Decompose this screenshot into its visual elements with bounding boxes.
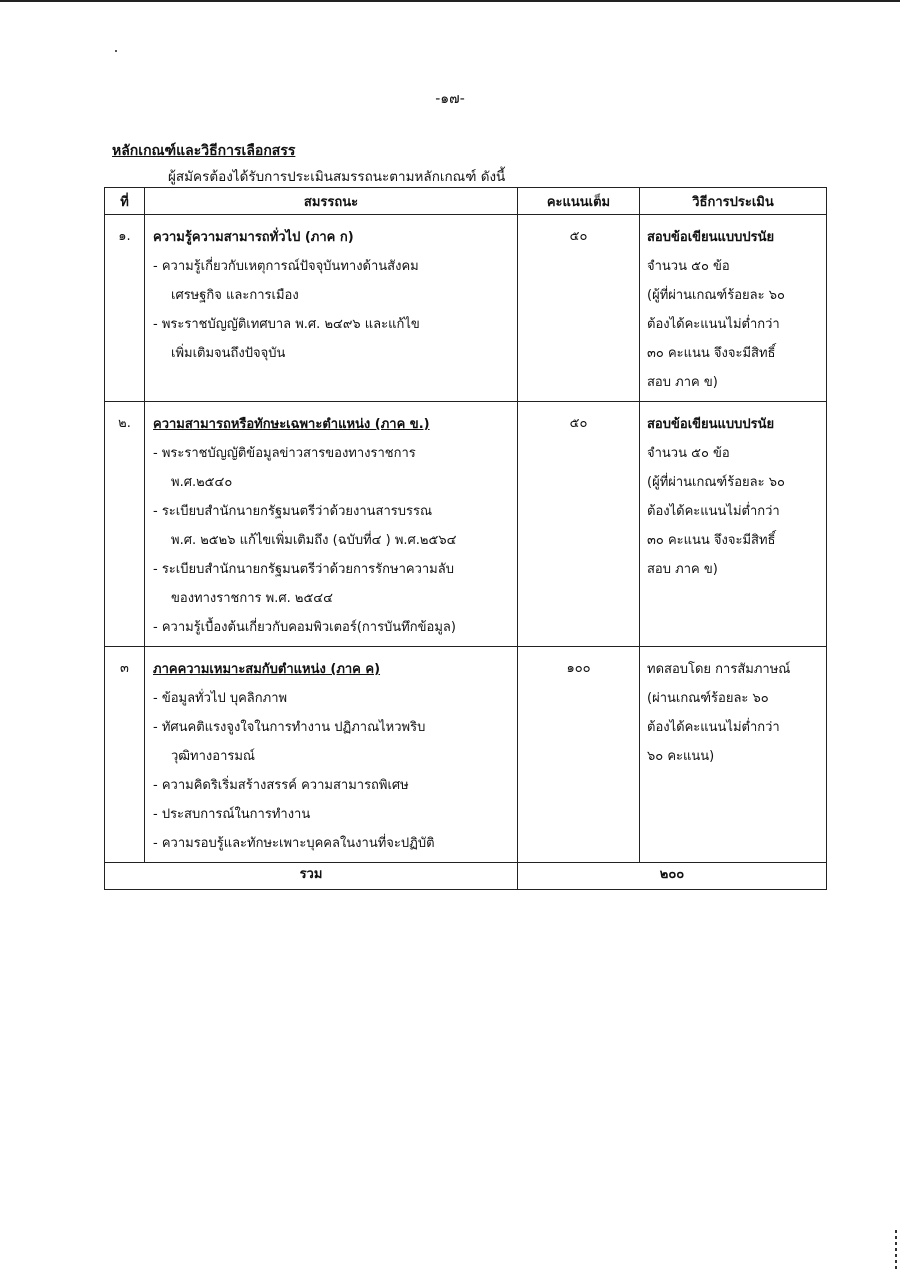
scan-edge-marks xyxy=(895,1230,897,1270)
header-competency: สมรรถนะ xyxy=(145,188,518,215)
method-line: ต้องได้คะแนนไม่ต่ำกว่า xyxy=(647,504,780,519)
competency-line: เศรษฐกิจ และการเมือง xyxy=(171,288,299,303)
competency-title: ความสามารถหรือทักษะเฉพาะตำแหน่ง (ภาค ข.) xyxy=(153,417,430,432)
method-line: ๓๐ คะแนน จึงจะมีสิทธิ์ xyxy=(647,346,776,361)
method-line: (ผ่านเกณฑ์ร้อยละ ๖๐ xyxy=(647,691,769,706)
competency-line: - ข้อมูลทั่วไป บุคลิกภาพ xyxy=(153,691,288,706)
competency-title: ความรู้ความสามารถทั่วไป (ภาค ก) xyxy=(153,230,354,245)
page-top-border xyxy=(0,0,900,2)
criteria-table xyxy=(104,187,827,890)
competency-line: พ.ศ. ๒๕๒๖ แก้ไขเพิ่มเติมถึง (ฉบับที่๔ ) พ.ศ.๒๕๖๔ xyxy=(171,533,457,548)
method-line: ต้องได้คะแนนไม่ต่ำกว่า xyxy=(647,720,780,735)
full-score: ๕๐ xyxy=(518,215,640,402)
section-heading: หลักเกณฑ์และวิธีการเลือกสรร xyxy=(112,143,296,159)
header-full-score: คะแนนเต็ม xyxy=(518,188,640,215)
table-row xyxy=(105,215,827,402)
intro-text: ผู้สมัครต้องได้รับการประเมินสมรรถนะตามหลักเกณฑ์ ดังนี้ xyxy=(168,169,506,185)
competency-cell xyxy=(145,215,518,402)
method-title: ทดสอบโดย การสัมภาษณ์ xyxy=(647,662,791,677)
method-line: (ผู้ที่ผ่านเกณฑ์ร้อยละ ๖๐ xyxy=(647,475,785,490)
competency-title: ภาคความเหมาะสมกับตำแหน่ง (ภาค ค) xyxy=(153,662,381,677)
row-number: ๑. xyxy=(105,215,145,402)
total-row xyxy=(105,863,827,890)
method-title: สอบข้อเขียนแบบปรนัย xyxy=(647,417,775,432)
table-header-row xyxy=(105,188,827,215)
full-score: ๑๐๐ xyxy=(518,647,640,863)
total-value: ๒๐๐ xyxy=(518,863,827,890)
header-method: วิธีการประเมิน xyxy=(640,188,827,215)
competency-line: - ความรู้เกี่ยวกับเหตุการณ์ปัจจุบันทางด้านสังคม xyxy=(153,259,419,274)
competency-line: - ความคิดริเริ่มสร้างสรรค์ ความสามารถพิเศษ xyxy=(153,778,409,793)
method-line: ต้องได้คะแนนไม่ต่ำกว่า xyxy=(647,317,780,332)
competency-line: - ความรู้เบื้องต้นเกี่ยวกับคอมพิวเตอร์(การบันทึกข้อมูล) xyxy=(153,620,456,635)
row-number: ๓ xyxy=(105,647,145,863)
competency-line: ของทางราชการ พ.ศ. ๒๕๔๔ xyxy=(171,591,333,606)
method-line: ๓๐ คะแนน จึงจะมีสิทธิ์ xyxy=(647,533,776,548)
competency-line: วุฒิทางอารมณ์ xyxy=(171,749,255,764)
method-line: ๖๐ คะแนน) xyxy=(647,749,715,764)
competency-line: - ระเบียบสำนักนายกรัฐมนตรีว่าด้วยการรักษาความลับ xyxy=(153,562,454,577)
header-no: ที่ xyxy=(105,188,145,215)
method-line: จำนวน ๕๐ ข้อ xyxy=(647,259,730,274)
table-row xyxy=(105,647,827,863)
page-number: -๑๗- xyxy=(435,91,465,107)
competency-line: - ประสบการณ์ในการทำงาน xyxy=(153,807,311,822)
scan-speck xyxy=(115,50,117,52)
full-score: ๕๐ xyxy=(518,402,640,647)
competency-line: - ระเบียบสำนักนายกรัฐมนตรีว่าด้วยงานสารบรรณ xyxy=(153,504,433,519)
method-line: สอบ ภาค ข) xyxy=(647,375,718,390)
method-cell xyxy=(640,647,827,863)
method-line: สอบ ภาค ข) xyxy=(647,562,718,577)
competency-line: - พระราชบัญญัติข้อมูลข่าวสารของทางราชการ xyxy=(153,446,416,461)
row-number: ๒. xyxy=(105,402,145,647)
competency-line: เพิ่มเติมจนถึงปัจจุบัน xyxy=(171,346,286,361)
method-line: (ผู้ที่ผ่านเกณฑ์ร้อยละ ๖๐ xyxy=(647,288,785,303)
method-title: สอบข้อเขียนแบบปรนัย xyxy=(647,230,775,245)
method-cell xyxy=(640,402,827,647)
method-line: จำนวน ๕๐ ข้อ xyxy=(647,446,730,461)
competency-cell xyxy=(145,647,518,863)
total-label: รวม xyxy=(105,863,518,890)
competency-line: - ความรอบรู้และทักษะเพาะบุคคลในงานที่จะปฏิบัติ xyxy=(153,836,435,851)
table-row xyxy=(105,402,827,647)
competency-cell xyxy=(145,402,518,647)
competency-line: - พระราชบัญญัติเทศบาล พ.ศ. ๒๔๙๖ และแก้ไข xyxy=(153,317,420,332)
competency-line: - ทัศนคติแรงจูงใจในการทำงาน ปฏิภาณไหวพริบ xyxy=(153,720,426,735)
method-cell xyxy=(640,215,827,402)
competency-line: พ.ศ.๒๕๔๐ xyxy=(171,475,233,490)
